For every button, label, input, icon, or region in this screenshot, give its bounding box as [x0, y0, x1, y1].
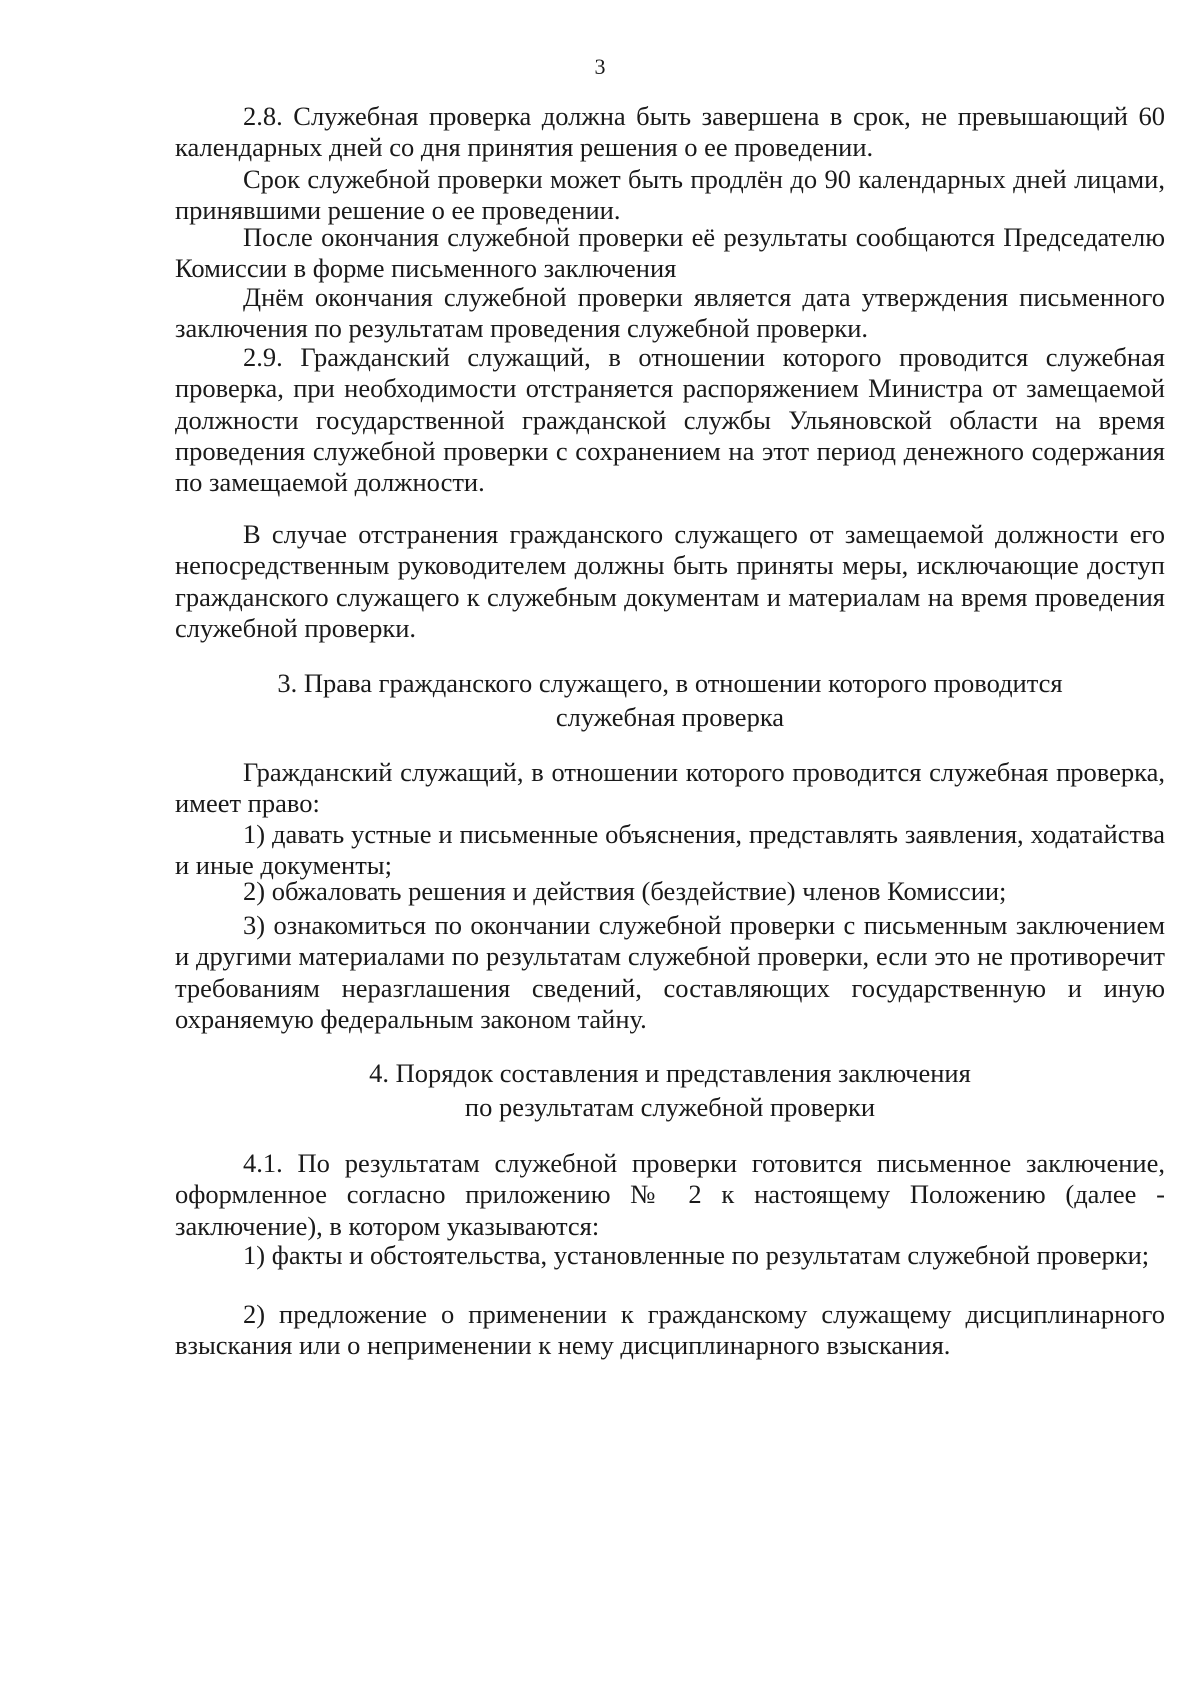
- paragraph-disciplinary-proposal: 2) предложение о применении к гражданскому служащему дисциплинарного взыскания или о неприменении к нему дисциплинарного взыскания.: [175, 1299, 1165, 1361]
- paragraph-results-report: После окончания служебной проверки её результаты сообщаются Председателю Комиссии в форме письменного заключения: [175, 222, 1165, 284]
- paragraph-right-1: 1) давать устные и письменные объяснения, представлять заявления, ходатайства и иные документы;: [175, 819, 1165, 881]
- section-3-heading-line-2: служебная проверка: [555, 702, 785, 732]
- paragraph-4-1: 4.1. По результатам служебной проверки готовится письменное заключение, оформленное согласно приложению № 2 к настоящему Положению (далее - заключение), в котором указываются:: [175, 1148, 1165, 1241]
- paragraph-right-3: 3) ознакомиться по окончании служебной проверки с письменным заключением и другими материалами по результатам служебной проверки, если это не противоречит требованиям неразглашения сведений, составляющих государственную и иную охраняемую федеральным законом тайну.: [175, 910, 1165, 1034]
- section-4-heading: [175, 1056, 1165, 1124]
- section-3-heading-line-1: 3. Права гражданского служащего, в отношении которого проводится: [277, 668, 1063, 698]
- paragraph-right-2: 2) обжаловать решения и действия (бездействие) членов Комиссии;: [243, 876, 1007, 906]
- section-4-heading-line-2: по результатам служебной проверки: [464, 1092, 876, 1122]
- paragraph-suspension-measures: В случае отстранения гражданского служащего от замещаемой должности его непосредственным руководителем должны быть приняты меры, исключающие доступ гражданского служащего к служебным документам и материалам на время проведения служебной проверки.: [175, 519, 1165, 643]
- paragraph-extension-term: Срок служебной проверки может быть продлён до 90 календарных дней лицами, принявшими решение о ее проведении.: [175, 164, 1165, 226]
- paragraph-completion-date: Днём окончания служебной проверки является дата утверждения письменного заключения по результатам проведения служебной проверки.: [175, 282, 1165, 344]
- section-4-heading-line-1: 4. Порядок составления и представления заключения: [369, 1058, 971, 1088]
- paragraph-rights-intro: Гражданский служащий, в отношении которого проводится служебная проверка, имеет право:: [175, 757, 1165, 819]
- paragraph-findings: 1) факты и обстоятельства, установленные по результатам служебной проверки;: [243, 1240, 1150, 1270]
- section-3-heading: [175, 666, 1165, 734]
- page-number: 3: [594, 54, 606, 79]
- paragraph-2-8: 2.8. Служебная проверка должна быть завершена в срок, не превышающий 60 календарных дней со дня принятия решения о ее проведении.: [175, 101, 1165, 163]
- paragraph-2-9: 2.9. Гражданский служащий, в отношении которого проводится служебная проверка, при необходимости отстраняется распоряжением Министра от замещаемой должности государственной гражданской службы Ульяновской области на время проведения служебной проверки с сохранением на этот период денежного содержания по замещаемой должности.: [175, 342, 1165, 498]
